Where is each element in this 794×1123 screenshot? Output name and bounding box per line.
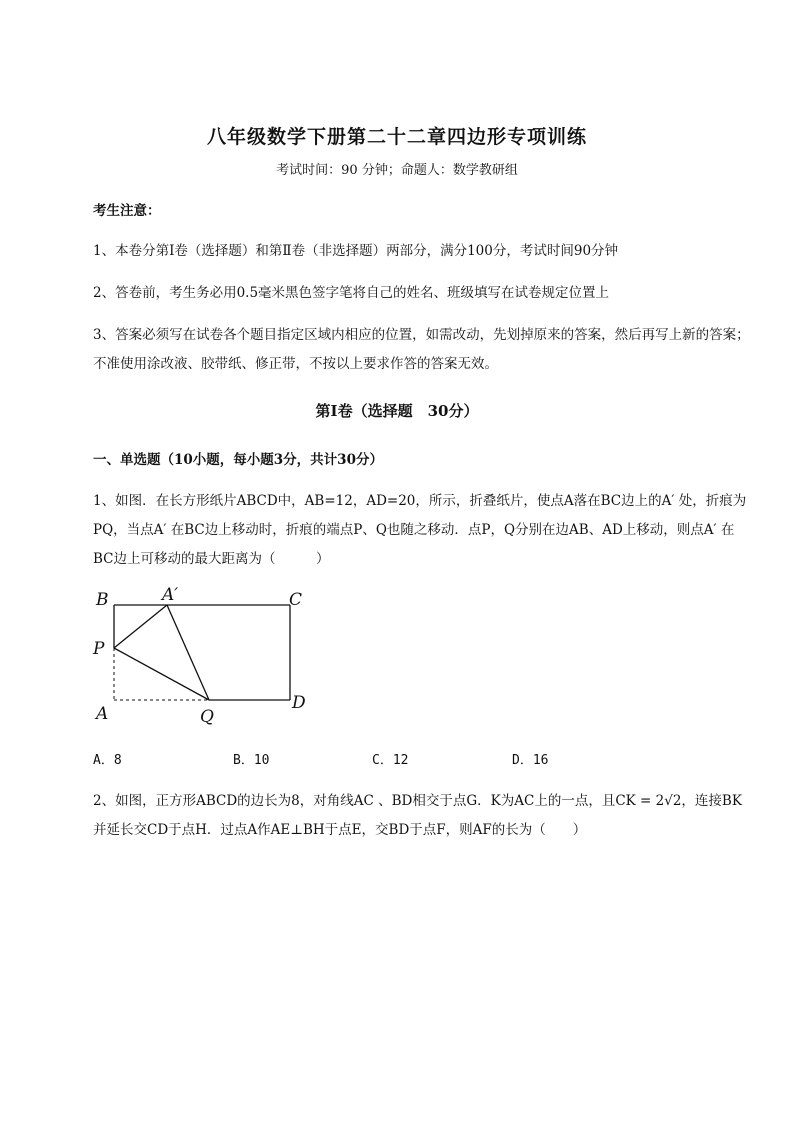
label-a-prime: A′ [162,585,179,605]
segment-pa-prime [114,605,167,648]
exam-info: 考试时间：90 分钟；命题人：数学教研组 [276,163,518,178]
page-title: 八年级数学下册第二十二章四边形专项训练 [206,126,587,148]
notice-item-2: 2、答卷前，考生务必用0.5毫米黑色签字笔将自己的姓名、班级填写在试卷规定位置上 [93,285,610,301]
section-title: 第Ⅰ卷（选择题 30分） [315,402,479,420]
label-a: A [96,704,109,724]
question-1-figure [88,582,328,732]
part-heading: 一、单选题（10小题，每小题3分，共计30分） [93,452,383,468]
notice-heading: 考生注意： [93,203,161,219]
label-q: Q [200,707,214,727]
fold-line-pq [114,648,209,700]
q1-option-d: D．16 [512,753,549,768]
notice-item-3: 3、答案必须写在试卷各个题目指定区域内相应的位置，如需改动，先划掉原来的答案，然后再写上新的答案；不准使用涂改液、胶带纸、修正带，不按以上要求作答的答案无效。 [93,327,750,372]
q1-option-c: C．12 [372,753,409,768]
label-d: D [292,693,306,713]
label-p: P [93,639,105,659]
segment-a-prime-q [167,605,209,700]
notice-item-1: 1、本卷分第Ⅰ卷（选择题）和第Ⅱ卷（非选择题）两部分，满分100分，考试时间90分钟 [93,243,619,259]
q1-option-b: B．10 [233,753,270,768]
label-b: B [96,590,109,610]
question-2-text: 2、如图，正方形ABCD的边长为8，对角线AC 、BD相交于点G．K为AC上的一点，且CK = 2√2，连接BK并延长交CD于点H．过点A作AE⊥BH于点E，交BD于点F，则AF的长为（ ） [93,793,742,838]
q1-option-a: A．8 [93,753,122,768]
label-c: C [289,590,303,610]
question-1-text: 1、如图．在长方形纸片ABCD中，AB=12，AD=20，所示，折叠纸片，使点A落在BC边上的A′ 处，折痕为PQ，当点A′ 在BC边上移动时，折痕的端点P、Q也随之移动．点P，Q分别在边AB、AD上移动，则点A′ 在BC边上可移动的最大距离为（ ） [93,493,747,567]
